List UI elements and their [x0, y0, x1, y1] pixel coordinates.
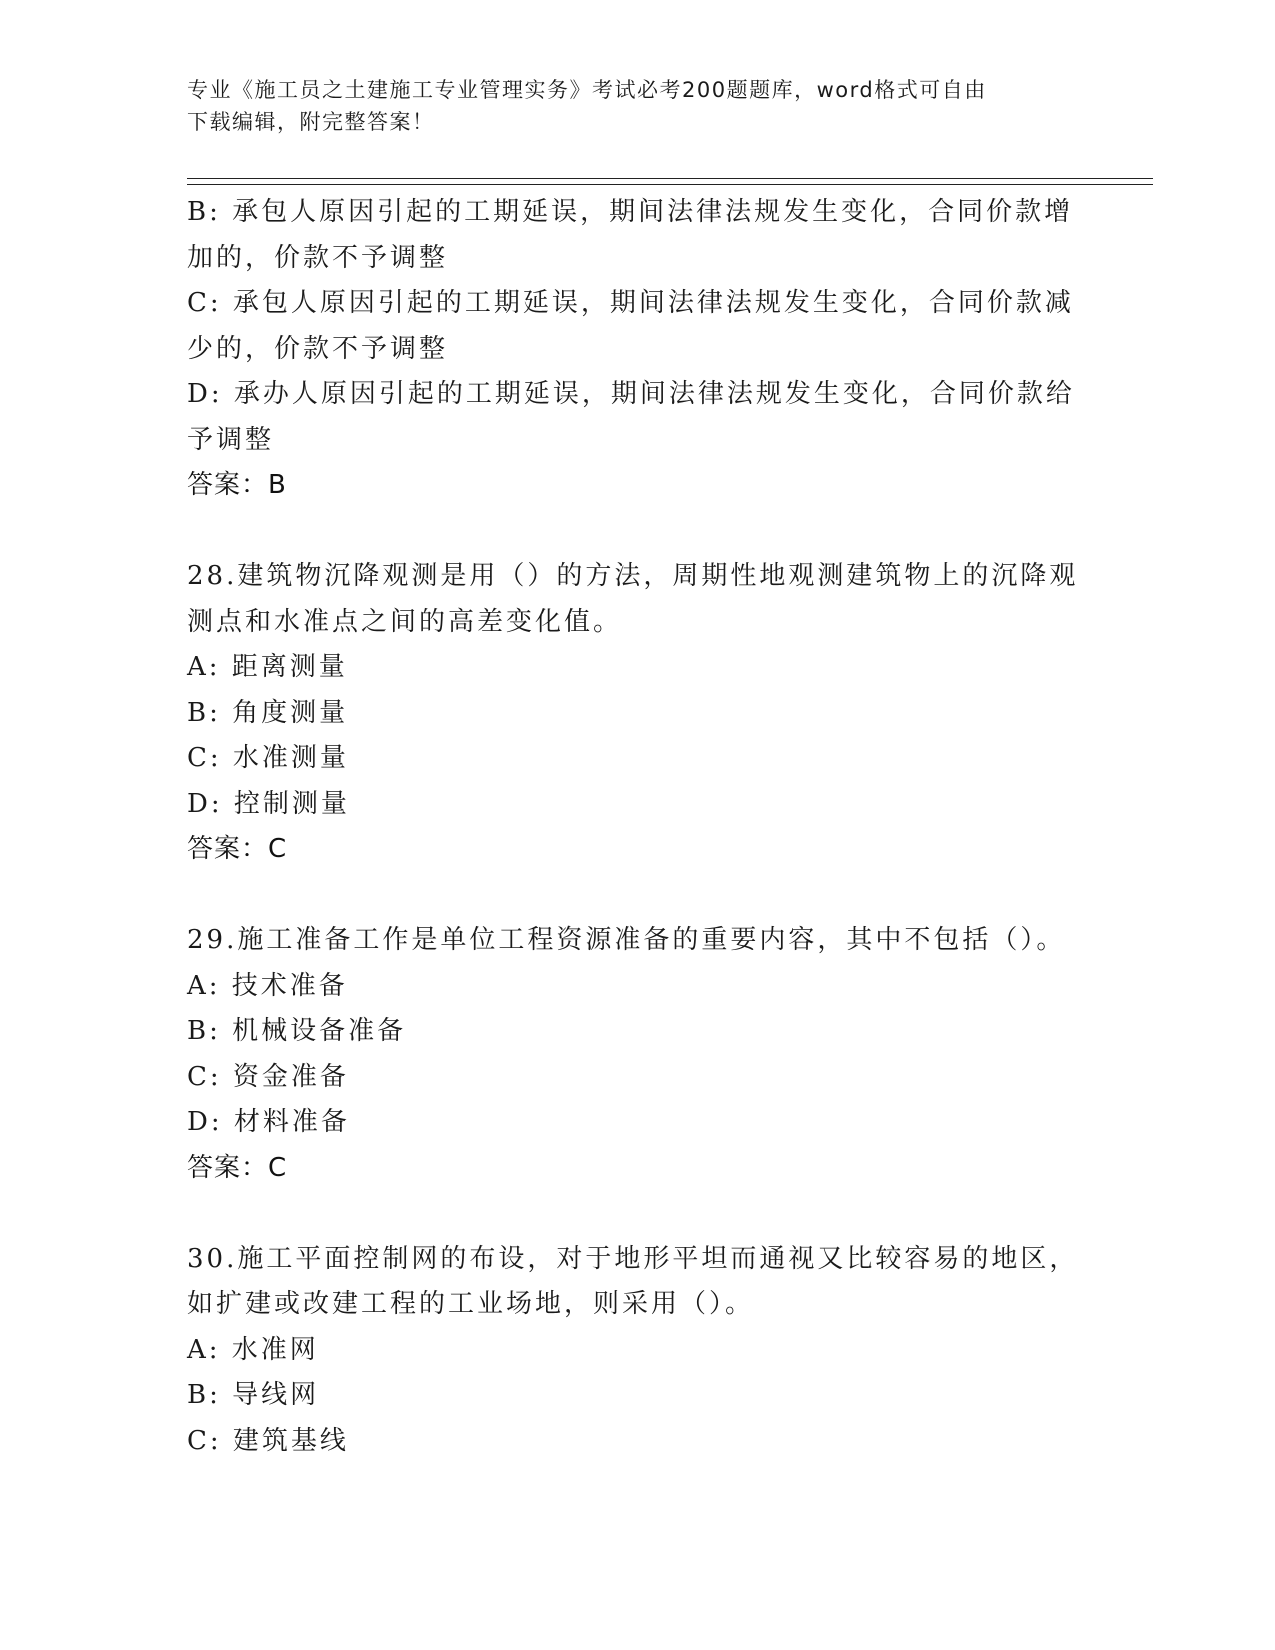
option-c: C: 资金准备 [187, 1061, 349, 1092]
option-d-line-2: 予调整 [187, 424, 275, 455]
header-title-line-2: 下载编辑，附完整答案！ [187, 110, 435, 134]
option-b: B: 机械设备准备 [187, 1016, 407, 1046]
document-header [187, 74, 1087, 138]
header-rule-top [187, 178, 1153, 179]
question-stem-line-1: 30.施工平面控制网的布设，对于地形平坦而通视又比较容易的地区， [187, 1243, 1079, 1274]
question-30 [187, 1237, 1087, 1465]
option-c: C: 水准测量 [187, 743, 349, 773]
spacer [187, 1191, 1087, 1237]
option-d-line-1: D: 承办人原因引起的工期延误，期间法律法规发生变化，合同价款给 [187, 379, 1075, 409]
question-29 [187, 918, 1087, 1191]
answer-q27: 答案：B [187, 470, 287, 500]
option-b: B: 导线网 [187, 1380, 320, 1410]
question-stem-line-1: 28.建筑物沉降观测是用（）的方法，周期性地观测建筑物上的沉降观 [187, 561, 1079, 591]
answer-q28: 答案：C [187, 834, 288, 864]
option-a: A: 距离测量 [187, 652, 348, 682]
question-stem-line-2: 如扩建或改建工程的工业场地，则采用（）。 [187, 1289, 755, 1319]
option-d: D: 控制测量 [187, 788, 350, 819]
option-c-line-1: C: 承包人原因引起的工期延误，期间法律法规发生变化，合同价款减 [187, 288, 1074, 318]
option-d: D: 材料准备 [187, 1107, 350, 1137]
option-c-line-2: 少的，价款不予调整 [187, 333, 449, 364]
spacer [187, 873, 1087, 919]
header-title-line-1: 专业《施工员之土建施工专业管理实务》考试必考200题题库，word格式可自由 [187, 78, 987, 102]
header-rule-bottom [187, 184, 1153, 185]
question-stem-line-1: 29.施工准备工作是单位工程资源准备的重要内容，其中不包括（）。 [187, 925, 1066, 955]
option-c: C: 建筑基线 [187, 1425, 349, 1456]
answer-q29: 答案：C [187, 1152, 288, 1183]
option-a: A: 水准网 [187, 1334, 319, 1365]
question-list [187, 190, 1087, 1464]
option-b: B: 角度测量 [187, 697, 349, 728]
option-b-line-2: 加的，价款不予调整 [187, 242, 449, 273]
spacer [187, 509, 1087, 555]
question-28 [187, 554, 1087, 873]
option-a: A: 技术准备 [187, 970, 348, 1001]
question-stem-line-2: 测点和水准点之间的高差变化值。 [187, 606, 623, 637]
question-27-tail [187, 190, 1087, 509]
option-b-line-1: B: 承包人原因引起的工期延误，期间法律法规发生变化，合同价款增 [187, 197, 1074, 227]
